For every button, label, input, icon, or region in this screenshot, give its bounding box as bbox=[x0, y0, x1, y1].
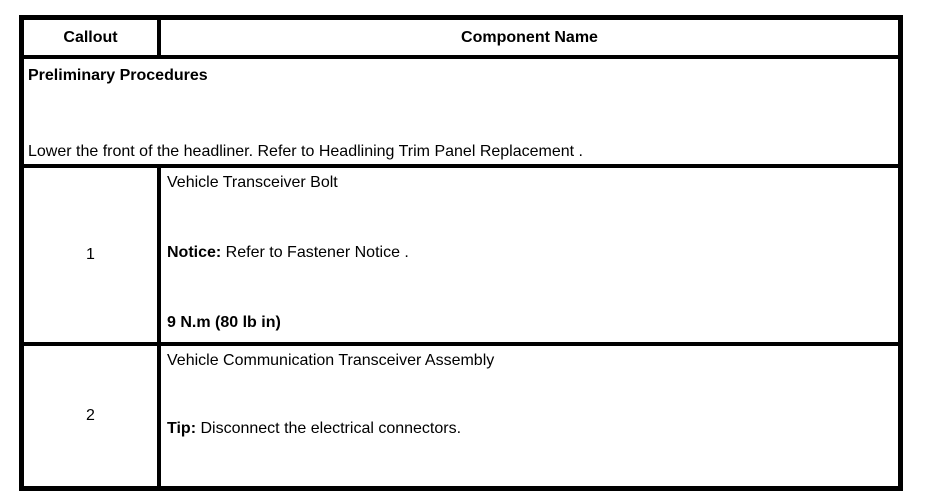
component-name: Vehicle Transceiver Bolt bbox=[167, 174, 338, 191]
notice-line bbox=[167, 243, 892, 262]
component-cell bbox=[161, 346, 898, 486]
notice-label: Notice: bbox=[167, 244, 222, 261]
tip-line bbox=[167, 419, 892, 438]
component-callout-table bbox=[19, 15, 903, 491]
table-row bbox=[24, 346, 898, 486]
component-name: Vehicle Communication Transceiver Assembly bbox=[167, 352, 495, 369]
header-callout: Callout bbox=[24, 20, 161, 55]
header-component-name: Component Name bbox=[461, 28, 598, 46]
table-row bbox=[24, 168, 898, 346]
preliminary-procedures-section bbox=[24, 59, 898, 168]
tip-label: Tip: bbox=[167, 420, 197, 437]
component-cell bbox=[161, 168, 898, 342]
preliminary-procedures-instruction: Lower the front of the headliner. Refer to Headlining Trim Panel Replacement . bbox=[28, 143, 583, 160]
table-header-row bbox=[24, 20, 898, 59]
preliminary-procedures-title: Preliminary Procedures bbox=[28, 67, 208, 84]
torque-spec: 9 N.m (80 lb in) bbox=[167, 314, 281, 331]
callout-number: 2 bbox=[24, 346, 161, 486]
notice-text: Refer to Fastener Notice . bbox=[221, 244, 409, 261]
callout-number: 1 bbox=[24, 168, 161, 342]
tip-text: Disconnect the electrical connectors. bbox=[196, 420, 462, 437]
